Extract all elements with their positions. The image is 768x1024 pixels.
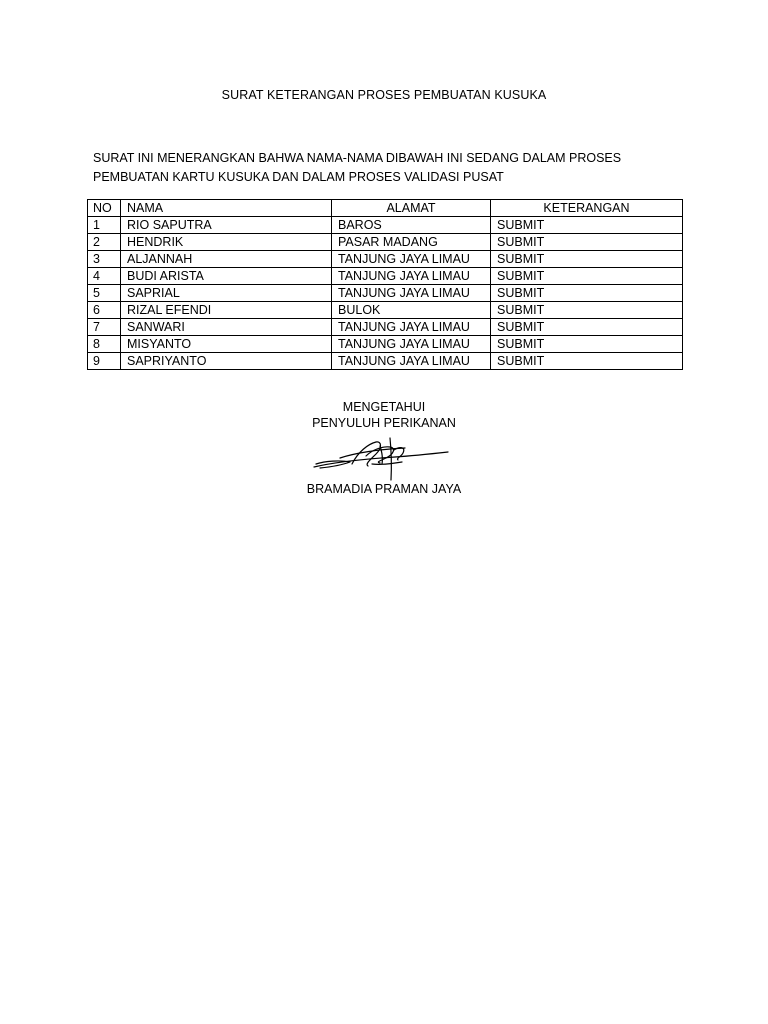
cell-no: 9	[88, 353, 121, 370]
cell-nama: MISYANTO	[121, 336, 332, 353]
cell-no: 7	[88, 319, 121, 336]
cell-nama: HENDRIK	[121, 234, 332, 251]
cell-keterangan: SUBMIT	[491, 353, 683, 370]
cell-keterangan: SUBMIT	[491, 319, 683, 336]
cell-keterangan: SUBMIT	[491, 217, 683, 234]
header-no: NO	[88, 200, 121, 217]
cell-no: 1	[88, 217, 121, 234]
intro-paragraph	[93, 149, 693, 187]
table-row	[88, 319, 683, 336]
cell-alamat: TANJUNG JAYA LIMAU	[332, 285, 491, 302]
document-title: SURAT KETERANGAN PROSES PEMBUATAN KUSUKA	[221, 88, 547, 102]
intro-line-1: SURAT INI MENERANGKAN BAHWA NAMA-NAMA DIBAWAH INI SEDANG DALAM PROSES	[93, 151, 622, 165]
table-row	[88, 302, 683, 319]
cell-nama: SAPRIYANTO	[121, 353, 332, 370]
signer-name: BRAMADIA PRAMAN JAYA	[306, 482, 462, 496]
cell-no: 4	[88, 268, 121, 285]
intro-line-2: PEMBUATAN KARTU KUSUKA DAN DALAM PROSES VALIDASI PUSAT	[93, 170, 504, 184]
signer-position: PENYULUH PERIKANAN	[312, 416, 456, 430]
handwritten-signature-icon	[310, 434, 455, 484]
header-keterangan: KETERANGAN	[491, 200, 683, 217]
participant-table	[87, 199, 683, 370]
header-alamat: ALAMAT	[332, 200, 491, 217]
cell-alamat: TANJUNG JAYA LIMAU	[332, 336, 491, 353]
cell-keterangan: SUBMIT	[491, 251, 683, 268]
cell-alamat: BULOK	[332, 302, 491, 319]
cell-nama: RIO SAPUTRA	[121, 217, 332, 234]
table-row	[88, 251, 683, 268]
cell-no: 2	[88, 234, 121, 251]
table-row	[88, 285, 683, 302]
cell-no: 8	[88, 336, 121, 353]
cell-nama: BUDI ARISTA	[121, 268, 332, 285]
cell-no: 5	[88, 285, 121, 302]
table-row	[88, 268, 683, 285]
table-row	[88, 336, 683, 353]
acknowledgement-label: MENGETAHUI	[342, 400, 426, 414]
cell-nama: SAPRIAL	[121, 285, 332, 302]
cell-alamat: BAROS	[332, 217, 491, 234]
table-row	[88, 353, 683, 370]
cell-keterangan: SUBMIT	[491, 234, 683, 251]
cell-keterangan: SUBMIT	[491, 336, 683, 353]
cell-nama: SANWARI	[121, 319, 332, 336]
cell-alamat: TANJUNG JAYA LIMAU	[332, 268, 491, 285]
table-header-row	[88, 200, 683, 217]
cell-alamat: TANJUNG JAYA LIMAU	[332, 353, 491, 370]
cell-keterangan: SUBMIT	[491, 268, 683, 285]
cell-alamat: TANJUNG JAYA LIMAU	[332, 319, 491, 336]
cell-no: 6	[88, 302, 121, 319]
cell-keterangan: SUBMIT	[491, 285, 683, 302]
cell-no: 3	[88, 251, 121, 268]
header-nama: NAMA	[121, 200, 332, 217]
table-row	[88, 217, 683, 234]
cell-nama: ALJANNAH	[121, 251, 332, 268]
cell-alamat: TANJUNG JAYA LIMAU	[332, 251, 491, 268]
cell-keterangan: SUBMIT	[491, 302, 683, 319]
cell-alamat: PASAR MADANG	[332, 234, 491, 251]
table-row	[88, 234, 683, 251]
cell-nama: RIZAL EFENDI	[121, 302, 332, 319]
